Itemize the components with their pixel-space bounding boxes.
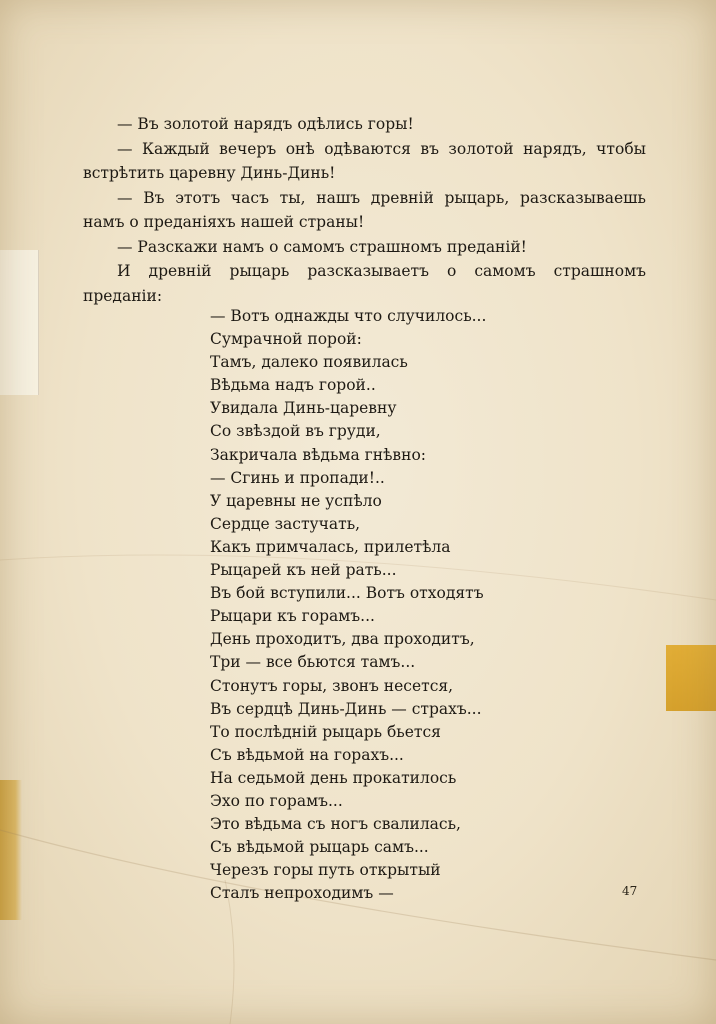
poem-line: Со звѣздой въ груди, [210,422,381,441]
poem-line: Въ бой вступили... Вотъ отходятъ [210,584,484,603]
prose-paragraph: — Въ этотъ часъ ты, нашъ древній рыцарь, разсказываешь намъ о преданіяхъ нашей страны! [83,188,646,231]
poem-line: У царевны не успѣло [210,491,382,510]
poem-line: То послѣдній рыцарь бьется [210,722,441,741]
poem-block [210,305,486,905]
poem-line: — Сгинь и пропади!.. [210,468,385,487]
paper-stain-right [666,645,716,711]
prose-block [83,112,646,308]
poem-line: Увидала Динь-царевну [210,399,397,418]
poem-line: Сталъ непроходимъ — [210,884,394,903]
prose-paragraph: — Каждый вечеръ онѣ одѣваются въ золотой нарядъ, чтобы встрѣтить царевну Динь-Динь! [83,139,646,182]
poem-line: Тамъ, далеко появилась [210,353,408,372]
poem-line: Стонутъ горы, звонъ несется, [210,676,454,695]
poem-line: Съ вѣдьмой на горахъ... [210,745,404,764]
poem-line: Черезъ горы путь открытый [210,861,441,880]
poem-line: Закричала вѣдьма гнѣвно: [210,445,427,464]
poem-line: На седьмой день прокатилось [210,768,457,787]
poem-line: Вѣдьма надъ горой.. [210,376,376,395]
poem-line: Съ вѣдьмой рыцарь самъ... [210,838,429,857]
poem-line: Это вѣдьма съ ногъ свалилась, [210,815,461,834]
poem-line: Сумрачной порой: [210,330,362,349]
poem-line: Въ сердцѣ Динь-Динь — страхъ... [210,699,482,718]
poem-line: Три — все бьются тамъ... [210,653,416,672]
poem-line: Сердце застучать, [210,514,361,533]
page-number: 47 [622,884,638,898]
poem-line: — Вотъ однажды что случилось... [210,307,487,325]
poem-line: Рыцари къ горамъ... [210,607,375,626]
prose-paragraph: — Въ золотой нарядъ одѣлись горы! [117,115,414,133]
poem-line: Эхо по горамъ... [210,791,343,810]
paper-stain-left [0,780,22,920]
prose-paragraph: — Разскажи намъ о самомъ страшномъ преданій! [117,237,527,256]
poem-line: Рыцарей къ ней рать... [210,561,397,580]
poem-line: День проходитъ, два проходитъ, [210,630,475,649]
poem-line: Какъ примчалась, прилетѣла [210,537,451,556]
tape-strip [0,250,39,395]
prose-paragraph: И древній рыцарь разсказываетъ о самомъ страшномъ преданіи: [83,262,646,305]
